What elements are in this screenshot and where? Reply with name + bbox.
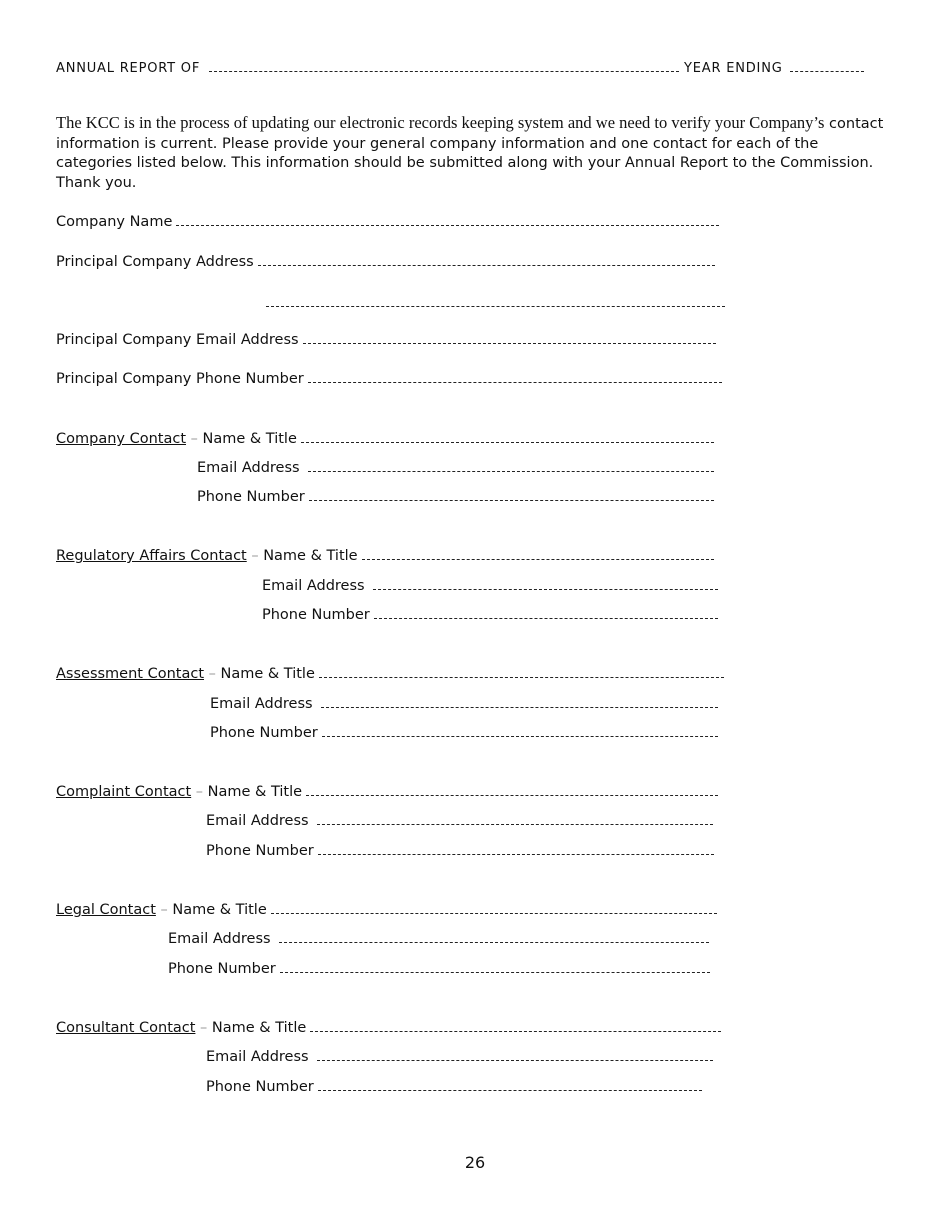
assessment-contact-phone-field[interactable] [322, 722, 718, 737]
company-name-field[interactable] [176, 211, 719, 226]
assessment-contact-email-row [210, 693, 718, 713]
complaint-contact-label: Complaint Contact [56, 784, 192, 800]
regulatory-contact-phone-row [262, 604, 718, 624]
complaint-contact-phone-row [206, 840, 714, 860]
principal-phone-label: Principal Company Phone Number [56, 371, 304, 387]
phone-label: Phone Number [210, 725, 318, 741]
email-label: Email Address [206, 1049, 309, 1065]
regulatory-contact-name-field[interactable] [362, 545, 714, 560]
principal-email-field[interactable] [303, 329, 716, 344]
assessment-contact-email-field[interactable] [321, 693, 718, 708]
phone-label: Phone Number [168, 961, 276, 977]
complaint-contact-email-row [206, 810, 713, 830]
principal-address-label: Principal Company Address [56, 254, 254, 270]
intro-paragraph [56, 113, 896, 193]
consultant-contact-phone-row [206, 1076, 702, 1096]
company-name-row [56, 211, 719, 231]
regulatory-contact-phone-field[interactable] [374, 604, 718, 619]
principal-email-row [56, 329, 716, 349]
principal-email-label: Principal Company Email Address [56, 332, 299, 348]
regulatory-contact-name-row: Regulatory Affairs Contact – Name & Title [56, 545, 714, 565]
annual-report-blank[interactable] [209, 57, 679, 72]
principal-phone-row [56, 368, 722, 388]
company-contact-name-field[interactable] [301, 428, 714, 443]
principal-address-line2-field[interactable] [266, 292, 725, 307]
year-ending-label: YEAR ENDING [684, 61, 783, 76]
company-contact-phone-field[interactable] [309, 486, 714, 501]
email-label: Email Address [210, 696, 313, 712]
phone-label: Phone Number [197, 489, 305, 505]
legal-contact-name-row: Legal Contact – Name & Title [56, 899, 717, 919]
email-label: Email Address [262, 578, 365, 594]
consultant-contact-email-field[interactable] [317, 1046, 713, 1061]
name-title-label: Name & Title [263, 548, 358, 564]
legal-contact-phone-field[interactable] [280, 958, 710, 973]
company-name-label: Company Name [56, 214, 173, 230]
company-contact-label: Company Contact [56, 431, 187, 447]
assessment-contact-phone-row [210, 722, 718, 742]
name-title-label: Name & Title [202, 431, 297, 447]
complaint-contact-phone-field[interactable] [318, 840, 714, 855]
legal-contact-email-row [168, 928, 709, 948]
complaint-contact-email-field[interactable] [317, 810, 713, 825]
legal-contact-label: Legal Contact [56, 902, 156, 918]
header-line [56, 57, 864, 78]
complaint-contact-name-field[interactable] [306, 781, 718, 796]
consultant-contact-name-field[interactable] [310, 1017, 721, 1032]
legal-contact-email-field[interactable] [279, 928, 709, 943]
consultant-contact-phone-field[interactable] [318, 1076, 702, 1091]
phone-label: Phone Number [262, 607, 370, 623]
email-label: Email Address [206, 813, 309, 829]
intro-serif-text: The KCC is in the process of updating our electronic records keeping system and we need to verify your Company’s [56, 113, 825, 132]
email-label: Email Address [168, 931, 271, 947]
principal-address-row [56, 251, 715, 271]
consultant-contact-label: Consultant Contact [56, 1020, 196, 1036]
page-number: 26 [464, 1153, 486, 1172]
regulatory-contact-label: Regulatory Affairs Contact [56, 548, 247, 564]
regulatory-contact-email-field[interactable] [373, 575, 718, 590]
legal-contact-phone-row [168, 958, 710, 978]
company-contact-email-row [197, 457, 714, 477]
phone-label: Phone Number [206, 843, 314, 859]
company-contact-email-field[interactable] [308, 457, 714, 472]
name-title-label: Name & Title [172, 902, 267, 918]
company-contact-phone-row [197, 486, 714, 506]
phone-label: Phone Number [206, 1079, 314, 1095]
regulatory-contact-email-row [262, 575, 718, 595]
assessment-contact-label: Assessment Contact [56, 666, 205, 682]
name-title-label: Name & Title [211, 1020, 307, 1036]
principal-address-field[interactable] [258, 251, 715, 266]
consultant-contact-email-row [206, 1046, 713, 1066]
principal-address-line2-row [266, 292, 725, 312]
annual-report-label: ANNUAL REPORT OF [56, 61, 201, 76]
company-contact-name-row: Company Contact – Name & Title [56, 428, 714, 448]
consultant-contact-name-row: Consultant Contact – Name & Title [56, 1017, 721, 1037]
intro-sans-text: contact information is current. Please provide your general company information and one contact for each of the categories listed below. This information should be submitted along with your Annual Report to the Commission. Thank you. [56, 116, 884, 191]
legal-contact-name-field[interactable] [271, 899, 717, 914]
assessment-contact-name-field[interactable] [319, 663, 724, 678]
assessment-contact-name-row: Assessment Contact – Name & Title [56, 663, 724, 683]
principal-phone-field[interactable] [308, 368, 722, 383]
complaint-contact-name-row: Complaint Contact – Name & Title [56, 781, 718, 801]
name-title-label: Name & Title [207, 784, 303, 800]
year-ending-blank[interactable] [790, 57, 864, 72]
name-title-label: Name & Title [220, 666, 315, 682]
email-label: Email Address [197, 460, 300, 476]
